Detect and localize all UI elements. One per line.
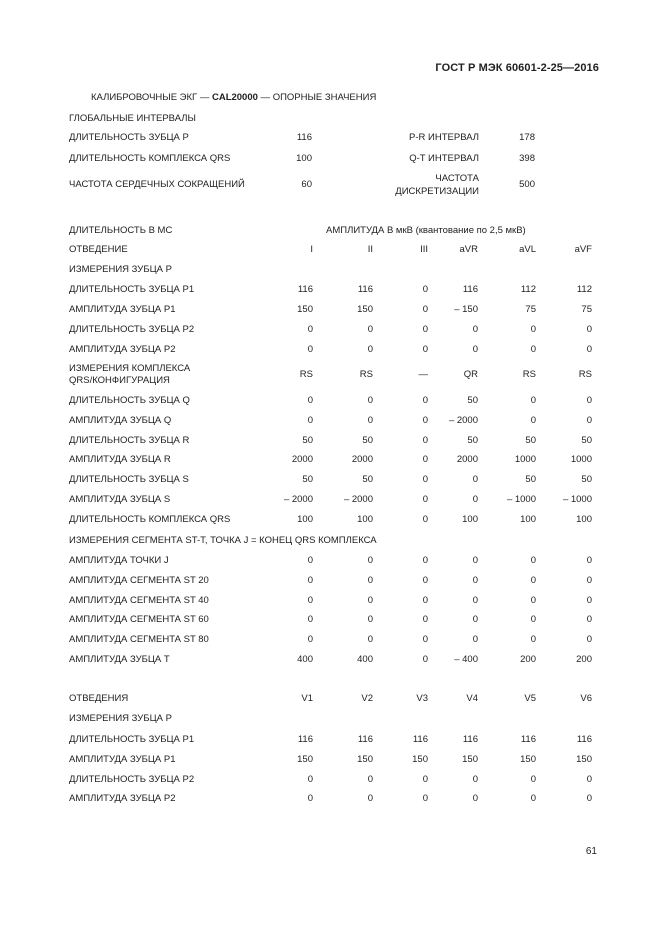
limb-qrs-row-3-value-col-4: 50 [467, 434, 478, 446]
limb-lead-name-col-2: II [367, 244, 373, 255]
limb-st-row-1-value-col-5: 0 [530, 555, 536, 566]
limb-st-row-3-value-col-6: 0 [586, 595, 592, 606]
qrs-config-value-col-2: RS [359, 369, 373, 380]
chest-p-row-1-value-col-6: 116 [576, 734, 592, 745]
limb-p-row-4-value-col-1: 0 [307, 344, 313, 355]
limb-qrs-row-7-value-col-1: 100 [297, 513, 313, 525]
limb-st-row-1-value-col-3: 0 [422, 555, 428, 566]
limb-qrs-row-6-value-col-6: – 1000 [562, 494, 592, 505]
limb-qrs-row-7-value-col-5: 100 [520, 513, 536, 525]
chest-p-row-3-value-col-1: 0 [307, 774, 313, 785]
limb-p-row-2-value-col-6: 75 [581, 304, 592, 315]
limb-p-row-1-value-col-1: 116 [297, 284, 313, 295]
limb-p-row-2-value-col-1: 150 [297, 304, 313, 315]
limb-p-row-4-value-col-3: 0 [422, 344, 428, 355]
chest-p-row-4-label: АМПЛИТУДА ЗУБЦА P2 [69, 793, 176, 804]
qrs-duration-value: 100 [296, 153, 312, 164]
qrs-config-value-col-6: RS [578, 369, 592, 380]
chest-p-section-heading: ИЗМЕРЕНИЯ ЗУБЦА P [69, 713, 172, 724]
chest-p-row-4-value-col-4: 0 [472, 793, 478, 804]
limb-qrs-row-2-value-col-2: 0 [367, 414, 373, 426]
limb-qrs-row-6-value-col-2: – 2000 [343, 494, 373, 505]
qrs-config-value-col-3: — [418, 369, 428, 380]
limb-st-row-2-value-col-6: 0 [586, 575, 592, 586]
limb-st-row-5-value-col-4: 0 [472, 634, 478, 645]
limb-lead-name-col-3: III [420, 244, 428, 255]
limb-st-row-4-label: АМПЛИТУДА СЕГМЕНТА ST 60 [69, 614, 209, 625]
limb-st-row-6-value-col-1: 400 [297, 654, 313, 665]
limb-st-row-6-value-col-3: 0 [422, 654, 428, 665]
chest-p-row-4-value-col-1: 0 [307, 793, 313, 804]
chest-lead-name-col-3: V3 [416, 693, 428, 704]
limb-st-row-2-value-col-4: 0 [472, 575, 478, 586]
chest-p-row-4-value-col-3: 0 [422, 793, 428, 804]
limb-p-row-2-value-col-4: – 150 [454, 304, 478, 315]
limb-qrs-row-2-label: АМПЛИТУДА ЗУБЦА Q [69, 414, 172, 426]
limb-qrs-row-1-value-col-2: 0 [367, 395, 373, 406]
chest-p-row-2-value-col-1: 150 [297, 754, 313, 765]
heart-rate-label: ЧАСТОТА СЕРДЕЧНЫХ СОКРАЩЕНИЙ [69, 179, 245, 190]
limb-qrs-row-1-value-col-1: 0 [307, 395, 313, 406]
limb-qrs-row-4-value-col-5: 1000 [514, 454, 536, 466]
limb-qrs-row-5-label: ДЛИТЕЛЬНОСТЬ ЗУБЦА S [69, 474, 189, 486]
limb-qrs-row-6-label: АМПЛИТУДА ЗУБЦА S [69, 494, 171, 505]
limb-qrs-row-1-value-col-5: 0 [530, 395, 536, 406]
sampling-rate-label-line2: ДИСКРЕТИЗАЦИИ [395, 186, 479, 197]
limb-qrs-row-4-value-col-2: 2000 [351, 454, 373, 466]
chest-p-row-1-value-col-2: 116 [357, 734, 373, 745]
limb-qrs-row-7-value-col-6: 100 [576, 513, 592, 525]
limb-p-row-4-label: АМПЛИТУДА ЗУБЦА P2 [69, 344, 176, 355]
limb-p-row-4-value-col-2: 0 [367, 344, 373, 355]
limb-p-row-3-value-col-1: 0 [307, 324, 313, 335]
limb-p-row-2-value-col-2: 150 [357, 304, 373, 315]
pr-interval-value: 178 [519, 132, 535, 143]
limb-qrs-row-2-value-col-3: 0 [422, 414, 428, 426]
limb-qrs-row-2-value-col-5: 0 [530, 414, 536, 426]
limb-qrs-row-4-label: АМПЛИТУДА ЗУБЦА R [69, 454, 171, 466]
limb-p-row-3-value-col-3: 0 [422, 324, 428, 335]
limb-lead-name-col-6: aVF [574, 244, 592, 255]
chest-p-row-3-label: ДЛИТЕЛЬНОСТЬ ЗУБЦА P2 [69, 774, 195, 785]
page-number: 61 [585, 846, 597, 857]
limb-qrs-row-4-value-col-4: 2000 [456, 454, 478, 466]
caption-code: CAL20000 [211, 92, 258, 103]
limb-p-row-4-value-col-6: 0 [586, 344, 592, 355]
chest-lead-header-label: ОТВЕДЕНИЯ [69, 693, 129, 704]
chest-lead-name-col-1: V1 [301, 693, 313, 704]
chest-p-row-4-value-col-5: 0 [530, 793, 536, 804]
limb-p-row-3-label: ДЛИТЕЛЬНОСТЬ ЗУБЦА P2 [69, 324, 195, 335]
limb-qrs-row-6-value-col-3: 0 [422, 494, 428, 505]
caption-prefix: КАЛИБРОВОЧНЫЕ ЭКГ — [91, 92, 212, 103]
limb-st-row-2-value-col-1: 0 [307, 575, 313, 586]
limb-st-row-4-value-col-5: 0 [530, 614, 536, 625]
pr-interval-label: P-R ИНТЕРВАЛ [409, 132, 479, 143]
chest-lead-name-col-6: V6 [580, 693, 592, 704]
limb-qrs-row-2-value-col-1: 0 [307, 414, 313, 426]
limb-st-row-1-value-col-6: 0 [586, 555, 592, 566]
p-duration-value: 116 [296, 132, 312, 143]
qt-interval-value: 398 [519, 153, 535, 164]
chest-p-row-2-label: АМПЛИТУДА ЗУБЦА P1 [69, 754, 176, 765]
limb-st-row-3-value-col-5: 0 [530, 595, 536, 606]
qrs-config-value-col-5: RS [522, 369, 536, 380]
limb-qrs-row-2-value-col-6: 0 [586, 414, 592, 426]
limb-lead-name-col-4: aVR [459, 244, 478, 255]
chest-p-row-3-value-col-5: 0 [530, 774, 536, 785]
chest-p-row-2-value-col-6: 150 [576, 754, 592, 765]
chest-lead-name-col-4: V4 [466, 693, 478, 704]
limb-qrs-row-6-value-col-4: 0 [472, 494, 478, 505]
limb-st-row-5-value-col-2: 0 [367, 634, 373, 645]
limb-p-row-1-value-col-3: 0 [422, 284, 428, 295]
limb-st-row-2-value-col-5: 0 [530, 575, 536, 586]
limb-st-row-6-value-col-4: – 400 [454, 654, 478, 665]
sampling-rate-label-line1: ЧАСТОТА [435, 173, 479, 184]
limb-qrs-row-3-label: ДЛИТЕЛЬНОСТЬ ЗУБЦА R [69, 434, 190, 446]
qt-interval-label: Q-T ИНТЕРВАЛ [409, 153, 479, 164]
limb-qrs-row-5-value-col-2: 50 [362, 474, 373, 486]
amplitude-units-note: АМПЛИТУДА В мкВ (квантование по 2,5 мкВ) [326, 225, 526, 236]
limb-qrs-row-4-value-col-3: 0 [422, 454, 428, 466]
limb-p-row-1-value-col-5: 112 [520, 284, 536, 295]
limb-st-row-3-label: АМПЛИТУДА СЕГМЕНТА ST 40 [69, 595, 209, 606]
limb-p-row-3-value-col-4: 0 [472, 324, 478, 335]
chest-lead-name-col-5: V5 [524, 693, 536, 704]
limb-st-row-2-value-col-2: 0 [367, 575, 373, 586]
limb-qrs-row-6-value-col-5: – 1000 [506, 494, 536, 505]
qrs-config-label-line1: ИЗМЕРЕНИЯ КОМПЛЕКСА [69, 363, 191, 374]
st-section-heading: ИЗМЕРЕНИЯ СЕГМЕНТА ST-T, ТОЧКА J = КОНЕЦ QRS КОМПЛЕКСА [69, 535, 377, 546]
limb-st-row-5-label: АМПЛИТУДА СЕГМЕНТА ST 80 [69, 634, 209, 645]
chest-p-row-2-value-col-2: 150 [357, 754, 373, 765]
chest-p-row-1-value-col-3: 116 [412, 734, 428, 745]
chest-p-row-4-value-col-2: 0 [367, 793, 373, 804]
qrs-config-value-col-1: RS [299, 369, 313, 380]
limb-qrs-row-1-label: ДЛИТЕЛЬНОСТЬ ЗУБЦА Q [69, 395, 190, 406]
sampling-rate-value: 500 [519, 179, 535, 190]
limb-st-row-4-value-col-2: 0 [367, 614, 373, 625]
limb-p-section-heading: ИЗМЕРЕНИЯ ЗУБЦА P [69, 264, 172, 275]
limb-qrs-row-5-value-col-1: 50 [302, 474, 313, 486]
chest-p-row-3-value-col-6: 0 [586, 774, 592, 785]
limb-p-row-3-value-col-2: 0 [367, 324, 373, 335]
limb-st-row-1-value-col-2: 0 [367, 555, 373, 566]
limb-p-row-2-value-col-3: 0 [422, 304, 428, 315]
limb-p-row-4-value-col-4: 0 [472, 344, 478, 355]
limb-p-row-3-value-col-6: 0 [586, 324, 592, 335]
limb-qrs-row-3-value-col-1: 50 [302, 434, 313, 446]
limb-st-row-1-value-col-4: 0 [472, 555, 478, 566]
limb-lead-header-label: ОТВЕДЕНИЕ [69, 244, 128, 255]
limb-qrs-row-1-value-col-4: 50 [467, 395, 478, 406]
chest-p-row-4-value-col-6: 0 [586, 793, 592, 804]
limb-p-row-1-value-col-4: 116 [462, 284, 478, 295]
limb-st-row-5-value-col-1: 0 [307, 634, 313, 645]
limb-qrs-row-1-value-col-6: 0 [586, 395, 592, 406]
chest-p-row-1-label: ДЛИТЕЛЬНОСТЬ ЗУБЦА P1 [69, 734, 195, 745]
qrs-config-label-line2: QRS/КОНФИГУРАЦИЯ [69, 375, 170, 386]
chest-p-row-1-value-col-4: 116 [462, 734, 478, 745]
limb-qrs-row-6-value-col-1: – 2000 [283, 494, 313, 505]
limb-qrs-row-5-value-col-4: 0 [472, 474, 478, 486]
limb-st-row-4-value-col-1: 0 [307, 614, 313, 625]
limb-p-row-1-label: ДЛИТЕЛЬНОСТЬ ЗУБЦА P1 [69, 284, 195, 295]
chest-p-row-2-value-col-4: 150 [462, 754, 478, 765]
limb-st-row-2-value-col-3: 0 [422, 575, 428, 586]
limb-st-row-4-value-col-4: 0 [472, 614, 478, 625]
p-duration-label: ДЛИТЕЛЬНОСТЬ ЗУБЦА P [69, 132, 189, 143]
limb-st-row-4-value-col-6: 0 [586, 614, 592, 625]
chest-p-row-1-value-col-1: 116 [297, 734, 313, 745]
limb-st-row-3-value-col-2: 0 [367, 595, 373, 606]
limb-lead-name-col-5: aVL [519, 244, 536, 255]
limb-st-row-3-value-col-1: 0 [307, 595, 313, 606]
limb-qrs-row-3-value-col-2: 50 [362, 434, 373, 446]
table-caption [91, 92, 376, 104]
limb-st-row-3-value-col-4: 0 [472, 595, 478, 606]
limb-p-row-2-label: АМПЛИТУДА ЗУБЦА P1 [69, 304, 176, 315]
limb-st-row-5-value-col-6: 0 [586, 634, 592, 645]
chest-p-row-3-value-col-3: 0 [422, 774, 428, 785]
chest-p-row-2-value-col-5: 150 [520, 754, 536, 765]
duration-units-note: ДЛИТЕЛЬНОСТЬ В МС [69, 225, 173, 236]
limb-st-row-3-value-col-3: 0 [422, 595, 428, 606]
limb-qrs-row-1-value-col-3: 0 [422, 395, 428, 406]
limb-qrs-row-5-value-col-6: 50 [581, 474, 592, 486]
limb-st-row-6-value-col-2: 400 [357, 654, 373, 665]
chest-lead-name-col-2: V2 [361, 693, 373, 704]
limb-lead-name-col-1: I [310, 244, 313, 255]
limb-qrs-row-7-value-col-2: 100 [357, 513, 373, 525]
limb-st-row-5-value-col-3: 0 [422, 634, 428, 645]
limb-qrs-row-7-label: ДЛИТЕЛЬНОСТЬ КОМПЛЕКСА QRS [69, 513, 231, 525]
chest-p-row-2-value-col-3: 150 [412, 754, 428, 765]
limb-qrs-row-4-value-col-6: 1000 [570, 454, 592, 466]
global-intervals-heading: ГЛОБАЛЬНЫЕ ИНТЕРВАЛЫ [69, 113, 196, 124]
heart-rate-value: 60 [301, 179, 312, 190]
chest-p-row-3-value-col-2: 0 [367, 774, 373, 785]
limb-qrs-row-2-value-col-4: – 2000 [448, 414, 478, 426]
limb-st-row-4-value-col-3: 0 [422, 614, 428, 625]
limb-st-row-1-label: АМПЛИТУДА ТОЧКИ J [69, 555, 169, 566]
limb-qrs-row-3-value-col-5: 50 [525, 434, 536, 446]
chest-p-row-1-value-col-5: 116 [520, 734, 536, 745]
limb-st-row-1-value-col-1: 0 [307, 555, 313, 566]
limb-qrs-row-3-value-col-3: 0 [422, 434, 428, 446]
qrs-duration-label: ДЛИТЕЛЬНОСТЬ КОМПЛЕКСА QRS [69, 153, 231, 164]
limb-st-row-6-label: АМПЛИТУДА ЗУБЦА T [69, 654, 170, 665]
limb-qrs-row-4-value-col-1: 2000 [291, 454, 313, 466]
limb-p-row-4-value-col-5: 0 [530, 344, 536, 355]
limb-st-row-2-label: АМПЛИТУДА СЕГМЕНТА ST 20 [69, 575, 209, 586]
document-standard-header: ГОСТ Р МЭК 60601-2-25—2016 [435, 62, 599, 74]
limb-st-row-5-value-col-5: 0 [530, 634, 536, 645]
caption-suffix: — ОПОРНЫЕ ЗНАЧЕНИЯ [257, 92, 377, 103]
limb-qrs-row-7-value-col-4: 100 [462, 513, 478, 525]
limb-p-row-3-value-col-5: 0 [530, 324, 536, 335]
limb-qrs-row-5-value-col-3: 0 [422, 474, 428, 486]
limb-qrs-row-7-value-col-3: 0 [422, 513, 428, 525]
qrs-config-value-col-4: QR [463, 369, 478, 380]
limb-st-row-6-value-col-6: 200 [576, 654, 592, 665]
limb-p-row-1-value-col-2: 116 [357, 284, 373, 295]
limb-p-row-1-value-col-6: 112 [576, 284, 592, 295]
limb-st-row-6-value-col-5: 200 [520, 654, 536, 665]
chest-p-row-3-value-col-4: 0 [472, 774, 478, 785]
limb-qrs-row-3-value-col-6: 50 [581, 434, 592, 446]
limb-p-row-2-value-col-5: 75 [525, 304, 536, 315]
limb-qrs-row-5-value-col-5: 50 [525, 474, 536, 486]
